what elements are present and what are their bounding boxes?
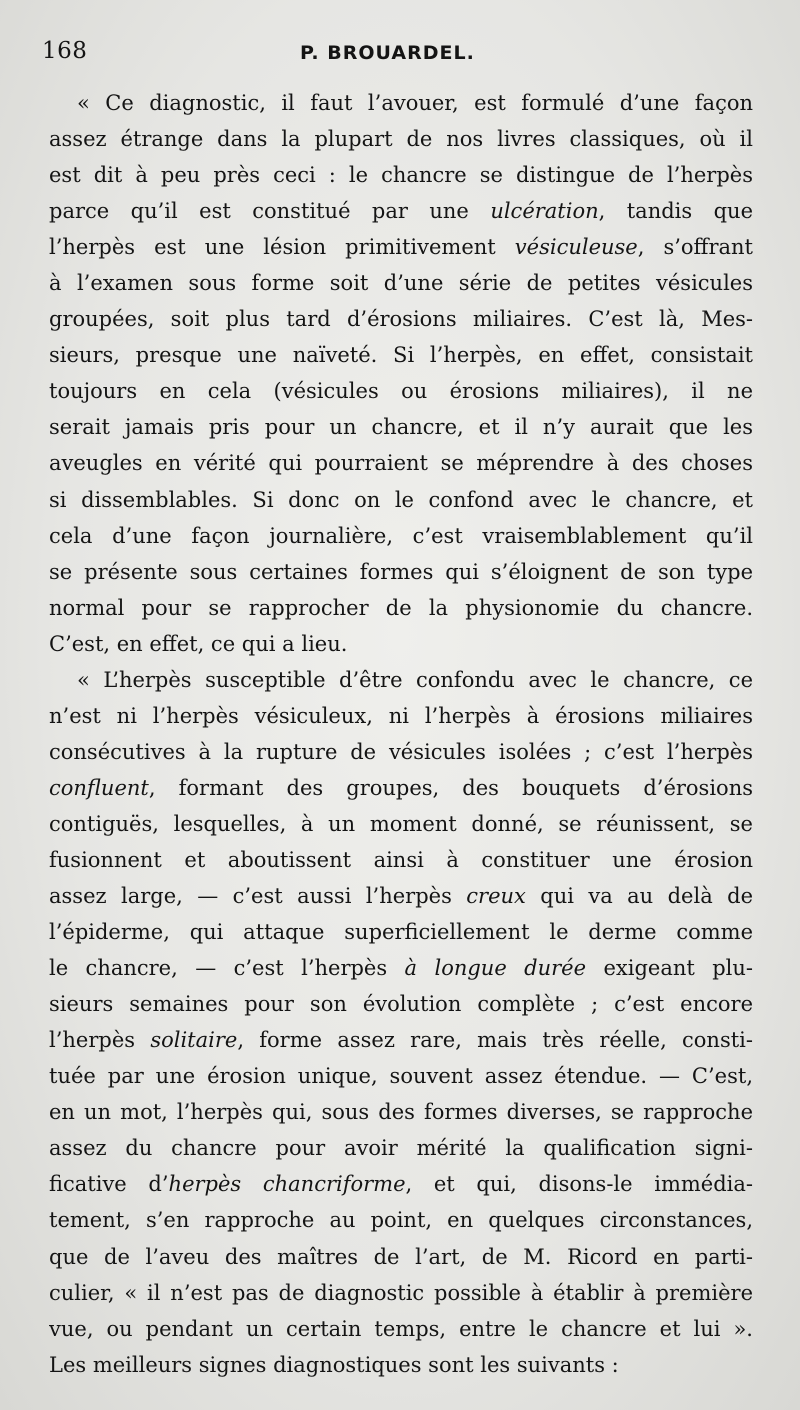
text-run: assez du chancre pour avoir mérité la qualification signi- <box>49 1136 753 1161</box>
text-run: culier, « il n’est pas de diagnostic possible à établir à première <box>49 1280 753 1305</box>
text-line <box>49 265 753 301</box>
text-line <box>49 518 753 554</box>
text-line <box>49 698 753 734</box>
text-run: parce qu’il est constitué par une <box>49 199 491 224</box>
text-line <box>49 950 753 986</box>
text-run: aveugles en vérité qui pourraient se méprendre à des choses <box>49 451 753 476</box>
text-line <box>49 662 753 698</box>
italic-term: ulcération <box>490 199 599 224</box>
italic-term: creux <box>466 884 526 909</box>
text-run: l’herpès est une lésion primitivement <box>49 235 515 260</box>
text-line <box>49 1058 753 1094</box>
text-run: que de l’aveu des maîtres de l’art, de M. Ricord en parti- <box>49 1244 753 1269</box>
paragraph <box>49 662 753 1383</box>
text-line <box>49 373 753 409</box>
text-run: , tandis que <box>598 199 753 224</box>
text-run: normal pour se rapprocher de la physionomie du chancre. <box>49 595 753 620</box>
text-run: exigeant plu- <box>586 956 753 981</box>
text-line <box>49 482 753 518</box>
text-line <box>49 1202 753 1238</box>
text-run: l’herpès <box>49 1028 151 1053</box>
text-run: l’épiderme, qui attaque superficiellement le derme comme <box>49 920 753 945</box>
italic-term: à longue durée <box>404 956 587 981</box>
text-line <box>49 806 753 842</box>
body-text <box>49 85 753 1383</box>
text-run: consécutives à la rupture de vésicules isolées ; c’est l’herpès <box>49 739 753 764</box>
text-line <box>49 590 753 626</box>
text-run: , forme assez rare, mais très réelle, consti- <box>237 1028 753 1053</box>
text-run: à l’examen sous forme soit d’une série de petites vésicules <box>49 271 753 296</box>
text-run: , s’offrant <box>637 235 753 260</box>
text-line <box>49 1275 753 1311</box>
text-line <box>49 1166 753 1202</box>
text-run: « L’herpès susceptible d’être confondu avec le chancre, ce <box>77 667 753 692</box>
text-line <box>49 554 753 590</box>
text-line <box>49 986 753 1022</box>
italic-term: solitaire <box>150 1028 238 1053</box>
text-run: Les meilleurs signes diagnostiques sont les suivants : <box>49 1352 619 1377</box>
text-line <box>49 1094 753 1130</box>
text-line <box>49 626 753 662</box>
text-run: le chancre, — c’est l’herpès <box>49 956 405 981</box>
page-number: 168 <box>42 38 88 64</box>
text-run: , et qui, disons-le immédia- <box>405 1172 753 1197</box>
text-line <box>49 409 753 445</box>
text-line <box>49 229 753 265</box>
text-run: si dissemblables. Si donc on le confond avec le chancre, et <box>49 487 753 512</box>
text-line <box>49 1311 753 1347</box>
text-run: sieurs semaines pour son évolution complète ; c’est encore <box>49 992 753 1017</box>
text-line <box>49 1022 753 1058</box>
text-line <box>49 878 753 914</box>
italic-term: herpès chancriforme <box>168 1172 406 1197</box>
text-run: ficative d’ <box>49 1172 169 1197</box>
text-line <box>49 157 753 193</box>
text-run: est dit à peu près ceci : le chancre se distingue de l’herpès <box>49 163 753 188</box>
text-run: sieurs, presque une naïveté. Si l’herpès, en effet, consistait <box>49 343 753 368</box>
text-run: assez étrange dans la plupart de nos livres classiques, où il <box>49 127 753 152</box>
text-run: C’est, en effet, ce qui a lieu. <box>49 631 348 656</box>
text-line <box>49 85 753 121</box>
text-line <box>49 301 753 337</box>
text-run: tement, s’en rapproche au point, en quelques circonstances, <box>49 1208 753 1233</box>
italic-term: confluent <box>49 775 149 800</box>
text-line <box>49 1130 753 1166</box>
text-run: toujours en cela (vésicules ou érosions miliaires), il ne <box>49 379 753 404</box>
text-line <box>49 1239 753 1275</box>
text-line <box>49 1347 753 1383</box>
running-head: P. BROUARDEL. <box>300 42 475 64</box>
text-run: serait jamais pris pour un chancre, et il n’y aurait que les <box>49 415 753 440</box>
text-line <box>49 842 753 878</box>
text-run: fusionnent et aboutissent ainsi à constituer une érosion <box>49 847 753 872</box>
text-run: , formant des groupes, des bouquets d’érosions <box>148 775 753 800</box>
text-run: groupées, soit plus tard d’érosions miliaires. C’est là, Mes- <box>49 307 753 332</box>
text-line <box>49 121 753 157</box>
text-line <box>49 337 753 373</box>
page-header <box>42 34 762 74</box>
text-line <box>49 914 753 950</box>
text-run: vue, ou pendant un certain temps, entre le chancre et lui ». <box>49 1316 753 1341</box>
text-run: n’est ni l’herpès vésiculeux, ni l’herpès à érosions miliaires <box>49 703 753 728</box>
text-run: en un mot, l’herpès qui, sous des formes diverses, se rapproche <box>49 1100 753 1125</box>
text-run: tuée par une érosion unique, souvent assez étendue. — C’est, <box>49 1064 753 1089</box>
text-line <box>49 770 753 806</box>
paragraph <box>49 85 753 662</box>
text-run: assez large, — c’est aussi l’herpès <box>49 884 467 909</box>
italic-term: vésiculeuse <box>514 235 638 260</box>
text-line <box>49 193 753 229</box>
text-run: « Ce diagnostic, il faut l’avouer, est formulé d’une façon <box>77 91 753 115</box>
text-run: se présente sous certaines formes qui s’éloignent de son type <box>49 559 753 584</box>
text-run: qui va au delà de <box>525 884 753 909</box>
text-line <box>49 734 753 770</box>
text-run: contiguës, lesquelles, à un moment donné, se réunissent, se <box>49 811 753 836</box>
text-run: cela d’une façon journalière, c’est vraisemblablement qu’il <box>49 523 753 548</box>
text-line <box>49 445 753 481</box>
